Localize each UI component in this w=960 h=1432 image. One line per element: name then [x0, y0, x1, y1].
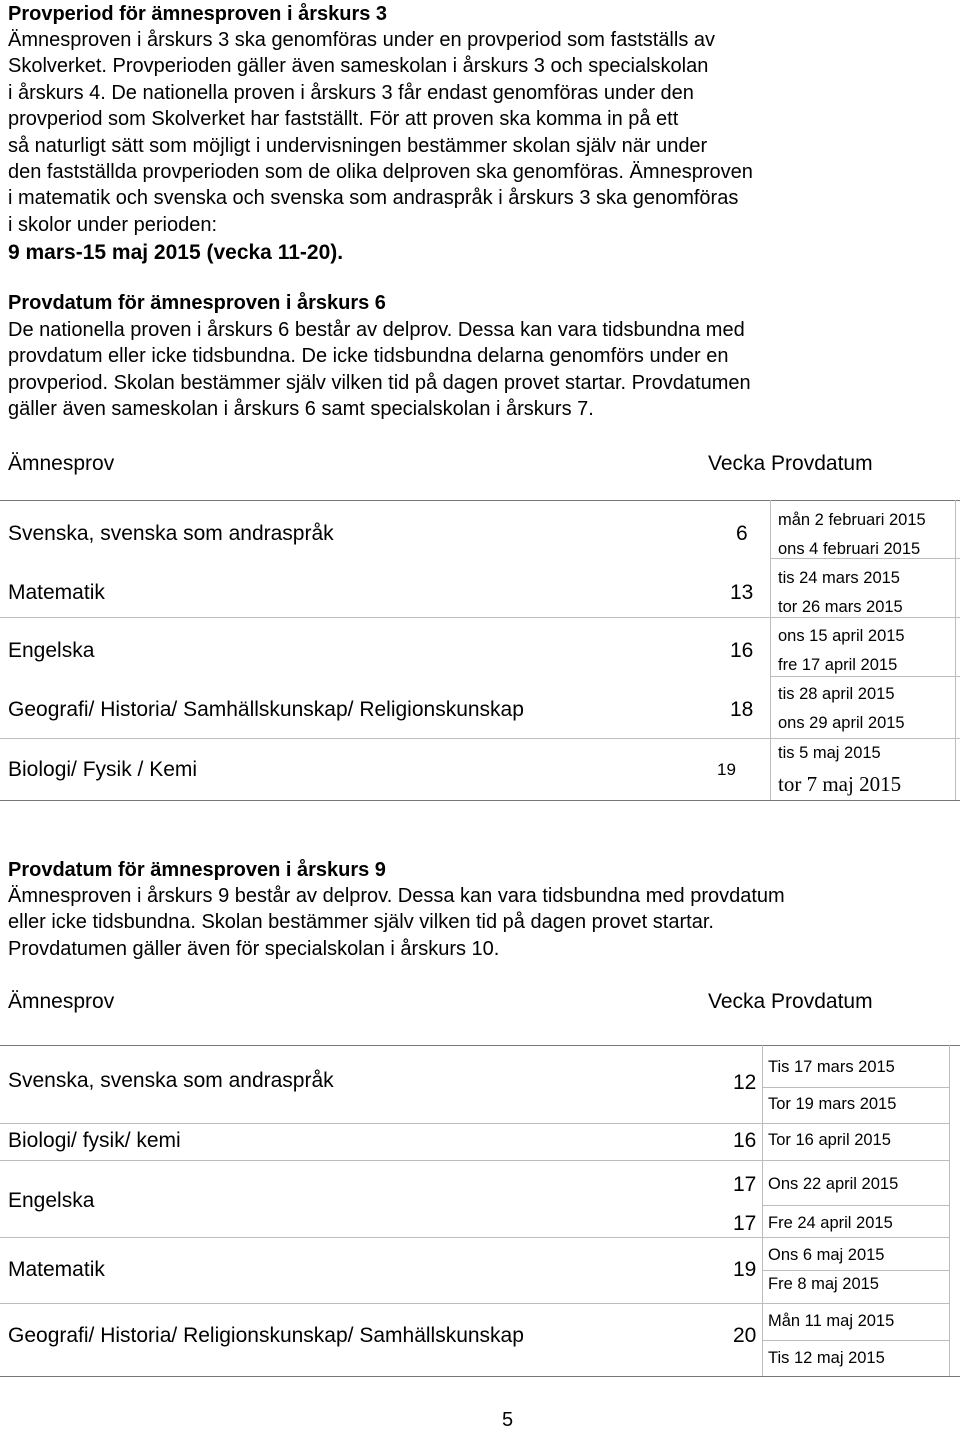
- date-cell: fre 17 april 2015: [778, 656, 898, 674]
- week-cell: 19: [733, 1258, 757, 1281]
- subject-cell: Biologi/ fysik/ kemi: [8, 1129, 181, 1152]
- week-cell: 13: [730, 581, 754, 604]
- date-cell: Mån 11 maj 2015: [768, 1312, 895, 1330]
- paragraph-line: i årskurs 4. De nationella proven i årskurs 3 får endast genomföras under den: [8, 81, 694, 104]
- date-cell: Ons 22 april 2015: [768, 1175, 899, 1193]
- date-cell: tis 24 mars 2015: [778, 569, 900, 587]
- date-cell: ons 15 april 2015: [778, 627, 905, 645]
- paragraph-line: Skolverket. Provperioden gäller även sameskolan i årskurs 3 och specialskolan: [8, 55, 709, 78]
- week-cell: 18: [730, 698, 754, 721]
- subject-cell: Biologi/ Fysik / Kemi: [8, 758, 198, 781]
- date-cell: Tis 12 maj 2015: [768, 1349, 885, 1367]
- date-cell: Tor 16 april 2015: [768, 1131, 891, 1149]
- heading-grade3: Provperiod för ämnesproven i årskurs 3: [8, 3, 388, 25]
- paragraph-line: eller icke tidsbundna. Skolan bestämmer själv vilken tid på dagen provet startar.: [8, 911, 714, 934]
- date-cell: Tor 19 mars 2015: [768, 1095, 897, 1113]
- paragraph-line: Ämnesproven i årskurs 9 består av delprov. Dessa kan vara tidsbundna med provdatum: [8, 885, 785, 907]
- date-cell: Fre 8 maj 2015: [768, 1275, 879, 1293]
- paragraph-line: Ämnesproven i årskurs 3 ska genomföras under en provperiod som fastställs av: [8, 29, 716, 51]
- paragraph-line: provperiod som Skolverket har fastställt. För att proven ska komma in på ett: [8, 108, 679, 131]
- paragraph-grade3: [8, 27, 753, 238]
- week-cell: 6: [736, 522, 748, 545]
- column-header-week-date: Vecka Provdatum: [708, 990, 873, 1013]
- test-period: 9 mars-15 maj 2015 (vecka 11-20).: [8, 241, 344, 264]
- date-cell: ons 29 april 2015: [778, 714, 905, 732]
- week-cell: 17: [733, 1212, 757, 1235]
- date-cell: Fre 24 april 2015: [768, 1214, 893, 1232]
- subject-cell: Svenska, svenska som andraspråk: [8, 522, 334, 545]
- paragraph-line: den fastställda provperioden som de olika delproven ska genomföras. Ämnesproven: [8, 161, 753, 184]
- subject-cell: Geografi/ Historia/ Samhällskunskap/ Religionskunskap: [8, 698, 524, 721]
- subject-cell: Svenska, svenska som andraspråk: [8, 1069, 334, 1092]
- subject-cell: Matematik: [8, 1258, 105, 1281]
- paragraph-line: provperiod. Skolan bestämmer själv vilken tid på dagen provet startar. Provdatumen: [8, 371, 751, 394]
- date-cell: tis 5 maj 2015: [778, 744, 881, 762]
- column-header-subject: Ämnesprov: [8, 452, 115, 475]
- heading-grade6: Provdatum för ämnesproven i årskurs 6: [8, 292, 386, 314]
- subject-cell: Engelska: [8, 639, 95, 662]
- date-cell: Ons 6 maj 2015: [768, 1246, 885, 1264]
- column-header-subject: Ämnesprov: [8, 990, 115, 1013]
- paragraph-line: i skolor under perioden:: [8, 213, 218, 236]
- paragraph-line: provdatum eller icke tidsbundna. De icke tidsbundna delarna genomförs under en: [8, 345, 729, 368]
- week-cell: 16: [733, 1129, 757, 1152]
- subject-cell: Matematik: [8, 581, 105, 604]
- date-cell: mån 2 februari 2015: [778, 511, 926, 529]
- paragraph-grade9: [8, 883, 785, 962]
- week-cell: 20: [733, 1324, 757, 1347]
- heading-grade9: Provdatum för ämnesproven i årskurs 9: [8, 859, 386, 881]
- paragraph-grade6: [8, 317, 751, 423]
- date-cell: ons 4 februari 2015: [778, 540, 921, 558]
- paragraph-line: i matematik och svenska och svenska som andraspråk i årskurs 3 ska genomföras: [8, 187, 739, 210]
- column-header-week-date: Vecka Provdatum: [708, 452, 873, 475]
- page-number: 5: [502, 1409, 514, 1431]
- paragraph-line: så naturligt sätt som möjligt i undervisningen bestämmer skolan själv när under: [8, 134, 708, 157]
- paragraph-line: De nationella proven i årskurs 6 består av delprov. Dessa kan vara tidsbundna med: [8, 319, 745, 341]
- week-cell: 12: [733, 1071, 757, 1094]
- week-cell: 17: [733, 1173, 757, 1196]
- subject-cell: Engelska: [8, 1189, 95, 1212]
- date-cell: tis 28 april 2015: [778, 685, 895, 703]
- date-cell: Tis 17 mars 2015: [768, 1058, 895, 1076]
- date-cell: tor 26 mars 2015: [778, 598, 903, 616]
- week-cell: 19: [717, 760, 736, 779]
- paragraph-line: gäller även sameskolan i årskurs 6 samt specialskolan i årskurs 7.: [8, 398, 594, 421]
- date-cell: tor 7 maj 2015: [778, 772, 902, 796]
- week-cell: 16: [730, 639, 754, 662]
- subject-cell: Geografi/ Historia/ Religionskunskap/ Samhällskunskap: [8, 1324, 524, 1347]
- paragraph-line: Provdatumen gäller även för specialskolan i årskurs 10.: [8, 937, 500, 960]
